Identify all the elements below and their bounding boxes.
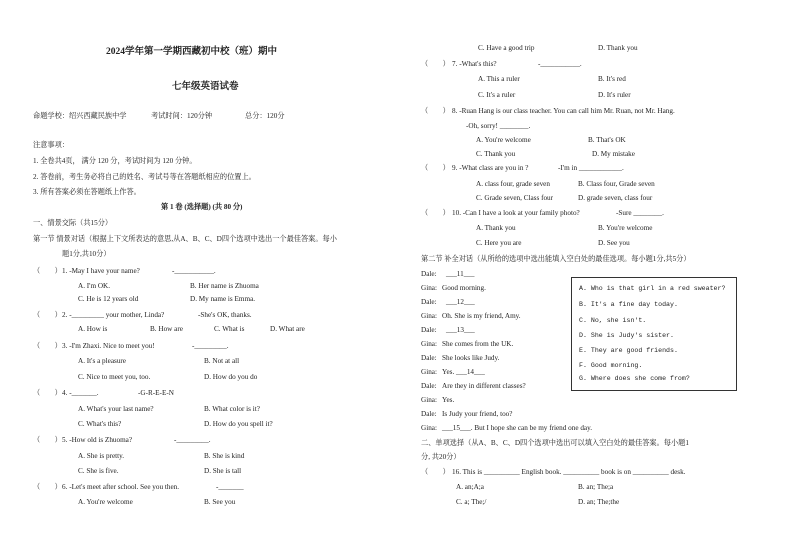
option: B. She is kind	[204, 452, 245, 460]
box-option: G. Where does she come from?	[579, 375, 690, 382]
dialog-speaker: Gina:	[421, 396, 437, 404]
question-stem: 16. This is __________ English book. __________ book is on __________ desk.	[452, 468, 686, 476]
note-item: 1. 全卷共4页， 满分 120 分，考试时间为 120 分钟。	[33, 157, 197, 165]
section-heading: 一、情景交际（共15分）	[33, 219, 113, 227]
total-score: 总分：120分	[245, 112, 285, 120]
section-heading: 分, 共20分）	[421, 453, 461, 461]
answer-paren: （ ）	[33, 389, 62, 397]
option: B. You're welcome	[598, 224, 653, 232]
option: C. Here you are	[476, 239, 522, 247]
option: D. It's ruler	[598, 91, 631, 99]
option: A. Thank you	[476, 224, 516, 232]
question-stem: 8. -Ruan Hang is our class teacher. You can call him Mr. Ruan, not Mr. Hang.	[452, 107, 675, 115]
option: D. an; The;the	[578, 498, 620, 506]
answer-paren: （ ）	[33, 436, 62, 444]
option: C. What is	[214, 325, 245, 333]
dialog-speaker: Dale:	[421, 410, 437, 418]
dialog-speaker: Gina:	[421, 368, 437, 376]
dialog-speaker: Dale:	[421, 270, 437, 278]
question-blank: -I'm in ____________.	[558, 164, 624, 172]
question-stem: 3. -I'm Zhaxi. Nice to meet you!	[62, 342, 155, 350]
option: B. It's red	[598, 75, 626, 83]
question-blank: -___________.	[172, 267, 216, 275]
option: A. She is pretty.	[78, 452, 125, 460]
option: A. I'm OK.	[78, 282, 111, 290]
dialog-speaker: Gina:	[421, 340, 437, 348]
school-info: 命题学校：绍兴西藏民族中学	[33, 112, 127, 120]
exam-subtitle: 七年级英语试卷	[172, 82, 239, 92]
question-stem: 2. -_________ your mother, Linda?	[62, 311, 165, 319]
answer-paren: （ ）	[421, 209, 450, 217]
option: C. She is five.	[78, 467, 119, 475]
question-blank: -Sure ________.	[616, 209, 664, 217]
note-item: 2. 答卷前，考生务必将自己的姓名、考试号等在答题纸相应的位置上。	[33, 173, 256, 181]
question-blank: -She's OK, thanks.	[198, 311, 252, 319]
option: D. What are	[270, 325, 305, 333]
question-blank: -_________.	[174, 436, 211, 444]
exam-time: 考试时间：120分钟	[151, 112, 213, 120]
option: C. Grade seven, Class four	[476, 194, 554, 202]
question-stem: 10. -Can I have a look at your family photo?	[452, 209, 580, 217]
dialog-line: ___13___	[446, 326, 475, 334]
question-stem: 7. -What's this?	[452, 60, 497, 68]
dialog-line: She comes from the UK.	[442, 340, 514, 348]
dialog-speaker: Dale:	[421, 382, 437, 390]
answer-paren: （ ）	[421, 107, 450, 115]
question-reply: -Oh, sorry! ________.	[466, 122, 531, 130]
question-blank: -___________.	[538, 60, 582, 68]
notes-heading: 注意事项：	[33, 141, 69, 149]
option: A. You're welcome	[476, 136, 531, 144]
dialog-line: Are they in different classes?	[442, 382, 526, 390]
dialog-speaker: Dale:	[421, 298, 437, 306]
question-stem: 6. -Let's meet after school. See you then.	[62, 483, 180, 491]
option: C. Thank you	[476, 150, 516, 158]
dialog-speaker: Dale:	[421, 354, 437, 362]
answer-paren: （ ）	[33, 483, 62, 491]
dialog-line: Good morning.	[442, 284, 486, 292]
exam-title: 2024学年第一学期西藏初中校（班）期中	[106, 47, 278, 57]
answer-paren: （ ）	[421, 164, 450, 172]
dialog-speaker: Gina:	[421, 424, 437, 432]
dialog-line: Oh. She is my friend, Amy.	[442, 312, 521, 320]
note-item: 3. 所有答案必须在答题纸上作答。	[33, 188, 141, 196]
option: D. She is tall	[204, 467, 242, 475]
box-option: D. She is Judy's sister.	[579, 332, 674, 339]
option: A. class four, grade seven	[476, 180, 550, 188]
option: D. Thank you	[598, 44, 638, 52]
option: B. How are	[150, 325, 183, 333]
option: A. What's your last name?	[78, 405, 154, 413]
dialog-line: ___11___	[446, 270, 475, 278]
dialog-speaker: Gina:	[421, 312, 437, 320]
option: C. What's this?	[78, 420, 122, 428]
section-instruction: 题1分,共10分）	[62, 250, 111, 258]
dialog-speaker: Gina:	[421, 284, 437, 292]
option: B. an; The;a	[578, 483, 614, 491]
option: B. Class four, Grade seven	[578, 180, 655, 188]
dialog-line: Is Judy your friend, too?	[442, 410, 513, 418]
question-stem: 4. -_______.	[62, 389, 99, 397]
option: D. grade seven, class four	[578, 194, 653, 202]
question-stem: 1. -May I have your name?	[62, 267, 140, 275]
box-option: B. It's a fine day today.	[579, 301, 678, 308]
option: B. What color is it?	[204, 405, 260, 413]
option: B. See you	[204, 498, 236, 506]
option: C. He is 12 years old	[78, 295, 139, 303]
question-blank: -_________.	[192, 342, 229, 350]
option: A. You're welcome	[78, 498, 133, 506]
option: C. Have a good trip	[478, 44, 535, 52]
option: D. How do you do	[204, 373, 258, 381]
question-stem: 9. -What class are you in ?	[452, 164, 529, 172]
answer-paren: （ ）	[421, 468, 450, 476]
question-blank: -G-R-E-E-N	[138, 389, 174, 397]
dialog-line: ___12___	[446, 298, 475, 306]
part1-heading: 第 1 卷 (选择题) (共 80 分)	[161, 203, 243, 211]
dialog-line: Yes. ___14___	[442, 368, 485, 376]
option: D. My name is Emma.	[190, 295, 256, 303]
option: B. That's OK	[588, 136, 626, 144]
option: A. an;A;a	[456, 483, 484, 491]
option: C. Nice to meet you, too.	[78, 373, 151, 381]
option: C. a; The;/	[456, 498, 487, 506]
box-option: E. They are good friends.	[579, 347, 678, 354]
option: D. How do you spell it?	[204, 420, 273, 428]
answer-paren: （ ）	[33, 267, 62, 275]
dialog-line: ___15___. But I hope she can be my friend one day.	[442, 424, 593, 432]
question-stem: 5. -How old is Zhuoma?	[62, 436, 133, 444]
option: B. Not at all	[204, 357, 240, 365]
option: A. This a ruler	[478, 75, 520, 83]
answer-paren: （ ）	[33, 342, 62, 350]
dialog-line: She looks like Judy.	[442, 354, 500, 362]
option: A. It's a pleasure	[78, 357, 126, 365]
box-option: F. Good morning.	[579, 362, 643, 369]
box-option: C. No, she isn't.	[579, 317, 647, 324]
section-instruction: 第二节 补全对话（从所给的选项中选出能填入空白处的最佳选项。每小题1分,共5分）	[421, 255, 691, 263]
question-blank: -_______	[216, 483, 244, 491]
box-option: A. Who is that girl in a red sweater?	[579, 285, 726, 292]
dialog-speaker: Dale:	[421, 326, 437, 334]
section-instruction: 第一节 情景对话（根据上下文所表达的意思,从A、B、C、D四个选项中选出一个最佳答案。每小	[33, 235, 337, 243]
dialog-line: Yes.	[442, 396, 455, 404]
answer-paren: （ ）	[421, 60, 450, 68]
option: A. How is	[78, 325, 108, 333]
option: B. Her name is Zhuoma	[190, 282, 259, 290]
option: C. It's a ruler	[478, 91, 516, 99]
option: D. See you	[598, 239, 630, 247]
option: D. My mistake	[592, 150, 635, 158]
section-heading: 二、单项选择（从A、B、C、D四个选项中选出可以填入空白处的最佳答案。每小题1	[421, 439, 689, 447]
answer-paren: （ ）	[33, 311, 62, 319]
